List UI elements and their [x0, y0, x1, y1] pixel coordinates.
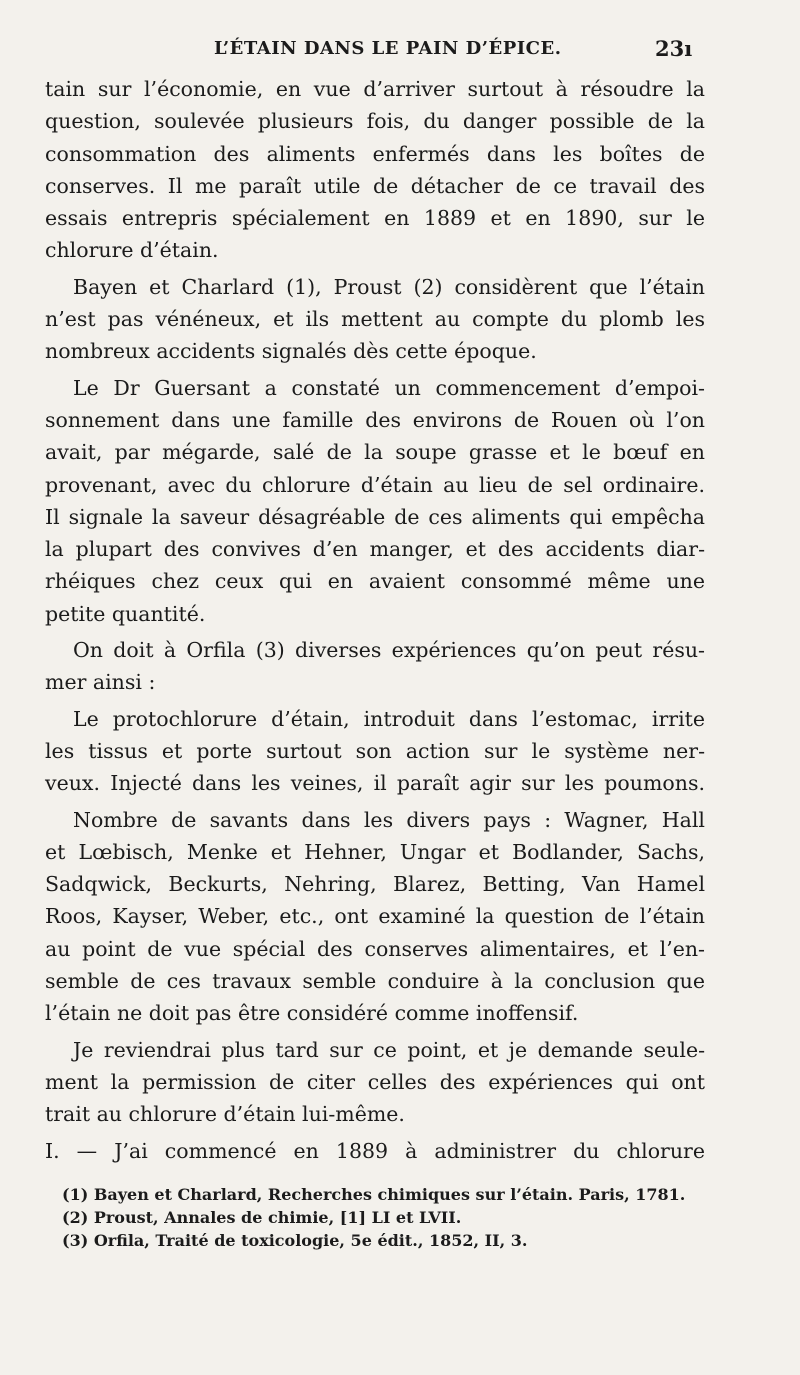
- text-line: sonnement dans une famille des environs de Rouen où l’on: [45, 407, 705, 432]
- text-line: question, soulevée plusieurs fois, du danger possible de la: [45, 109, 705, 134]
- text-line: Le protochlorure d’étain, introduit dans l’estomac, irrite: [73, 706, 705, 731]
- paragraph: [45, 634, 705, 699]
- text-line: Nombre de savants dans les divers pays : Wagner, Hall: [73, 807, 705, 832]
- text-line: avait, par mégarde, salé de la soupe grasse et le bœuf en: [45, 440, 705, 465]
- text-line: rhéiques chez ceux qui en avaient consommé même une: [45, 569, 705, 594]
- text-line: et Lœbisch, Menke et Hehner, Ungar et Bodlander, Sachs,: [45, 839, 705, 864]
- text-line: veux. Injecté dans les veines, il paraît agir sur les poumons.: [45, 771, 705, 796]
- text-line: au point de vue spécial des conserves alimentaires, et l’en-: [45, 936, 705, 961]
- paragraph: [45, 703, 705, 800]
- text-line: mer ainsi :: [45, 670, 156, 695]
- running-title: L’ÉTAIN DANS LE PAIN D’ÉPICE.: [214, 38, 562, 59]
- text-line: consommation des aliments enfermés dans les boîtes de: [45, 141, 705, 166]
- footnotes: [62, 1183, 702, 1252]
- text-line: Roos, Kayser, Weber, etc., ont examiné la question de l’étain: [45, 904, 705, 929]
- text-line: provenant, avec du chlorure d’étain au lieu de sel ordinaire.: [45, 472, 705, 497]
- text-line: les tissus et porte surtout son action sur le système ner-: [45, 738, 705, 763]
- text-line: chlorure d’étain.: [45, 238, 219, 263]
- body-text: [45, 73, 705, 1167]
- paragraph: [45, 804, 705, 1030]
- page-number: 23ı: [655, 36, 693, 61]
- text-line: I. — J’ai commencé en 1889 à administrer du chlorure: [45, 1138, 705, 1163]
- paragraph: [45, 1135, 705, 1167]
- text-line: l’étain ne doit pas être considéré comme inoffensif.: [45, 1001, 579, 1026]
- text-line: conserves. Il me paraît utile de détacher de ce travail des: [45, 173, 705, 198]
- text-line: nombreux accidents signalés dès cette époque.: [45, 339, 537, 364]
- paragraph: [45, 1034, 705, 1131]
- text-line: la plupart des convives d’en manger, et des accidents diar-: [45, 537, 705, 562]
- footnote: (2) Proust, Annales de chimie, [1] LI et LVII.: [62, 1208, 462, 1227]
- text-line: tain sur l’économie, en vue d’arriver surtout à résoudre la: [45, 77, 705, 101]
- text-line: ment la permission de citer celles des expériences qui ont: [45, 1069, 705, 1094]
- paragraph: [45, 372, 705, 630]
- text-line: On doit à Orfila (3) diverses expériences qu’on peut résu-: [73, 638, 705, 663]
- text-line: Je reviendrai plus tard sur ce point, et je demande seule-: [73, 1037, 705, 1062]
- text-line: trait au chlorure d’étain lui-même.: [45, 1102, 405, 1127]
- footnote: (3) Orfila, Traité de toxicologie, 5e édit., 1852, II, 3.: [62, 1231, 528, 1250]
- text-line: petite quantité.: [45, 601, 206, 626]
- paragraph: [45, 73, 705, 267]
- paragraph: [45, 271, 705, 368]
- text-line: Sadqwick, Beckurts, Nehring, Blarez, Betting, Van Hamel: [45, 872, 705, 897]
- footnote: (1) Bayen et Charlard, Recherches chimiques sur l’étain. Paris, 1781.: [62, 1185, 686, 1204]
- text-line: Il signale la saveur désagréable de ces aliments qui empêcha: [45, 504, 705, 529]
- text-line: essais entrepris spécialement en 1889 et en 1890, sur le: [45, 206, 705, 231]
- text-line: Le Dr Guersant a constaté un commencement d’empoi-: [73, 375, 705, 400]
- text-line: Bayen et Charlard (1), Proust (2) considèrent que l’étain: [73, 274, 705, 299]
- text-line: n’est pas vénéneux, et ils mettent au compte du plomb les: [45, 307, 705, 332]
- text-line: semble de ces travaux semble conduire à la conclusion que: [45, 969, 705, 994]
